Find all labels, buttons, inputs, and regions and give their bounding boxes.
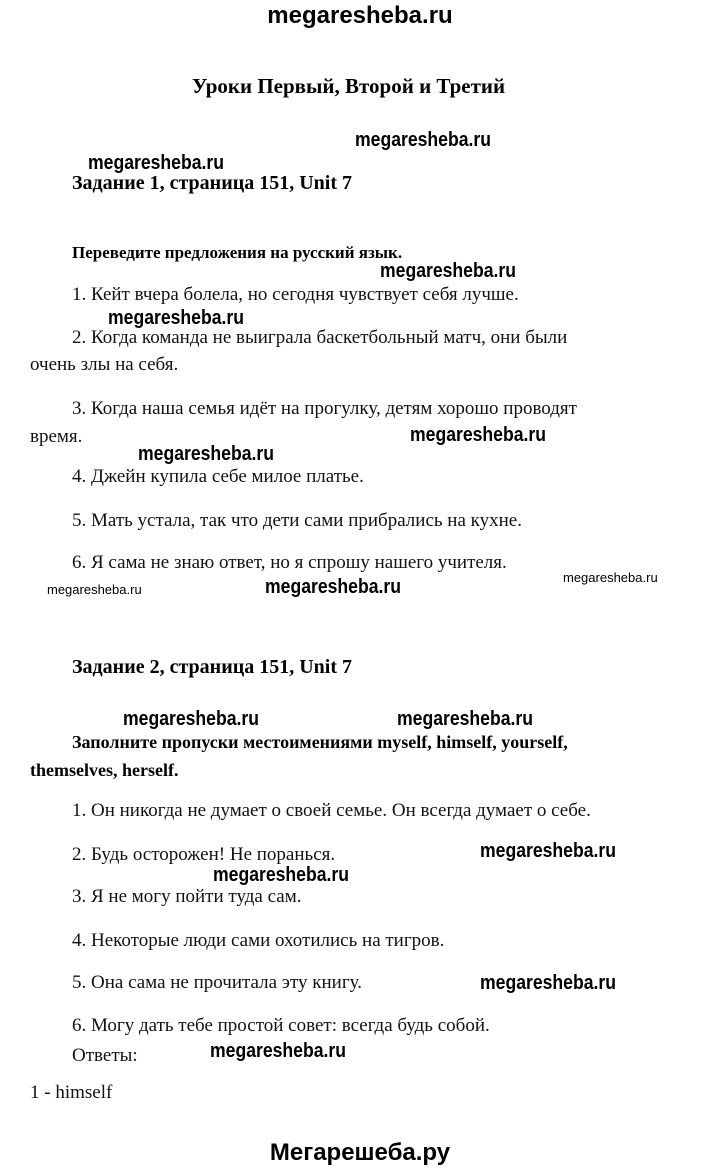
- watermark: megaresheba.ru: [88, 152, 224, 174]
- task2-instruction: themselves, herself.: [30, 760, 179, 780]
- watermark: megaresheba.ru: [480, 840, 616, 862]
- task1-item: 3. Когда наша семья идёт на прогулку, детям хорошо проводят: [72, 398, 577, 419]
- watermark: megaresheba.ru: [47, 582, 142, 597]
- task1-item: 4. Джейн купила себе милое платье.: [72, 466, 364, 487]
- task2-item: 2. Будь осторожен! Не поранься.: [72, 844, 336, 865]
- watermark: megaresheba.ru: [265, 576, 401, 598]
- site-header[interactable]: megaresheba.ru: [267, 2, 453, 29]
- answers-label: Ответы:: [72, 1045, 138, 1066]
- answer-item: 1 - himself: [30, 1082, 113, 1103]
- task1-instruction: Переведите предложения на русский язык.: [72, 243, 403, 262]
- watermark: megaresheba.ru: [108, 307, 244, 329]
- watermark: megaresheba.ru: [213, 864, 349, 886]
- watermark: megaresheba.ru: [397, 708, 533, 730]
- watermark: megaresheba.ru: [480, 972, 616, 994]
- task2-item: 5. Она сама не прочитала эту книгу.: [72, 972, 362, 993]
- watermark: megaresheba.ru: [355, 129, 491, 151]
- watermark: megaresheba.ru: [563, 570, 658, 585]
- watermark: megaresheba.ru: [380, 260, 516, 282]
- site-footer[interactable]: Мегарешеба.ру: [269, 1139, 451, 1166]
- task1-item: время.: [30, 426, 83, 447]
- task2-item: 4. Некоторые люди сами охотились на тигров.: [72, 930, 445, 951]
- watermark: megaresheba.ru: [138, 443, 274, 465]
- watermark: megaresheba.ru: [410, 424, 546, 446]
- watermark: megaresheba.ru: [123, 708, 259, 730]
- task2-heading: Задание 2, страница 151, Unit 7: [72, 656, 353, 678]
- watermark: megaresheba.ru: [210, 1040, 346, 1062]
- task1-item: 2. Когда команда не выиграла баскетбольный матч, они были: [72, 327, 568, 348]
- page-title: Уроки Первый, Второй и Третий: [192, 74, 506, 98]
- task2-item: 1. Он никогда не думает о своей семье. Он всегда думает о себе.: [72, 800, 591, 821]
- task1-heading: Задание 1, страница 151, Unit 7: [72, 172, 353, 194]
- task1-item: 1. Кейт вчера болела, но сегодня чувствует себя лучше.: [72, 284, 519, 305]
- task2-item: 3. Я не могу пойти туда сам.: [72, 886, 302, 907]
- task1-item: 6. Я сама не знаю ответ, но я спрошу нашего учителя.: [72, 552, 507, 573]
- task2-item: 6. Могу дать тебе простой совет: всегда будь собой.: [72, 1015, 490, 1036]
- task2-instruction: Заполните пропуски местоимениями myself, himself, yourself,: [72, 732, 568, 752]
- task1-item: очень злы на себя.: [30, 354, 179, 375]
- task1-item: 5. Мать устала, так что дети сами прибрались на кухне.: [72, 510, 522, 531]
